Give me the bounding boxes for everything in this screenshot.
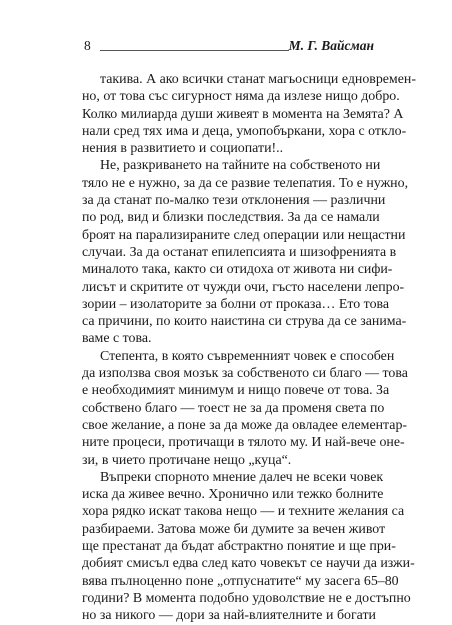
text-line: по род, вид и близки последствия. За да се намали: [82, 210, 380, 226]
header-rule: [100, 50, 289, 51]
text-line: нали сред тях има и деца, умопобъркани, хора с откло-: [82, 123, 407, 139]
text-line: свое желание, а поне за да може да овладее елементар-: [82, 417, 408, 433]
text-line: ваме с това.: [82, 331, 152, 347]
text-line: ните процеси, протичащи в тялото му. И най-вече оне-: [82, 435, 405, 451]
running-header: [84, 37, 374, 55]
paragraph: [82, 348, 408, 469]
text-line: лисът и скритите от чужди очи, гъсто населени лепро-: [82, 279, 405, 295]
text-line: но, от това със сигурност няма да излезе нищо добро.: [82, 89, 400, 105]
text-line: за да станат по-малко тези отклонения — различни: [82, 193, 386, 209]
text-line: зории – изолаторите за болни от проказа… Ето това: [82, 296, 390, 312]
paragraph: [82, 157, 409, 347]
text-line: вява пълноценно поне „отпуснатите“ му засега 65–80: [82, 573, 399, 589]
text-line: нения в развитието и социопати!..: [82, 141, 284, 157]
text-line: иска да живее вечно. Хронично или тежко болните: [82, 487, 384, 503]
text-line: е необходимият минимум и нищо повече от това. За: [82, 383, 390, 399]
text-line: хора рядко искат такова нещо — и техните желания са: [82, 504, 405, 520]
text-line: такива. А ако всички станат магьосници едновремен-: [100, 72, 416, 87]
text-line: Колко милиарда души живеят в момента на Земята? А: [82, 106, 404, 122]
text-line: добият смисъл едва след като човекът се научи да изжи-: [82, 556, 415, 572]
text-line: години? В момента подобно удоволствие не е достъпно: [82, 590, 411, 606]
text-line: са причини, по които наистина си струва да се занима-: [82, 314, 407, 330]
running-header-author: М. Г. Вайсман: [288, 38, 374, 53]
text-line: зи, в чието протичане нещо „куца“.: [82, 452, 292, 468]
paragraph: [82, 469, 415, 625]
text-line: ще престанат да бъдат абстрактно понятие и ще при-: [82, 539, 396, 555]
page-number: 8: [84, 38, 91, 53]
paragraph: [82, 71, 416, 157]
text-line: да използва своя мозък за собственото си благо — това: [82, 366, 408, 382]
body-text: [82, 71, 416, 625]
text-line: броят на парализираните след операции или нещастни: [82, 227, 406, 243]
text-line: Не, разкриването на тайните на собственото ни: [100, 158, 381, 174]
text-line: миналото така, както си отидоха от живота ни сифи-: [82, 262, 393, 278]
text-line: разбираеми. Затова може би думите за вечен живот: [82, 521, 386, 537]
text-line: тяло не е нужно, за да се развие телепатия. То е нужно,: [82, 175, 409, 191]
text-line: Степента, в която съвременният човек е способен: [100, 348, 395, 364]
text-line: но за никого — дори за най-влиятелните и богати: [82, 608, 376, 624]
text-line: случаи. За да останат епилепсията и шизофренията в: [82, 244, 397, 260]
text-line: собствено благо — тоест не за да променя света по: [82, 400, 385, 416]
text-line: Въпреки спорното мнение далеч не всеки човек: [100, 469, 384, 485]
